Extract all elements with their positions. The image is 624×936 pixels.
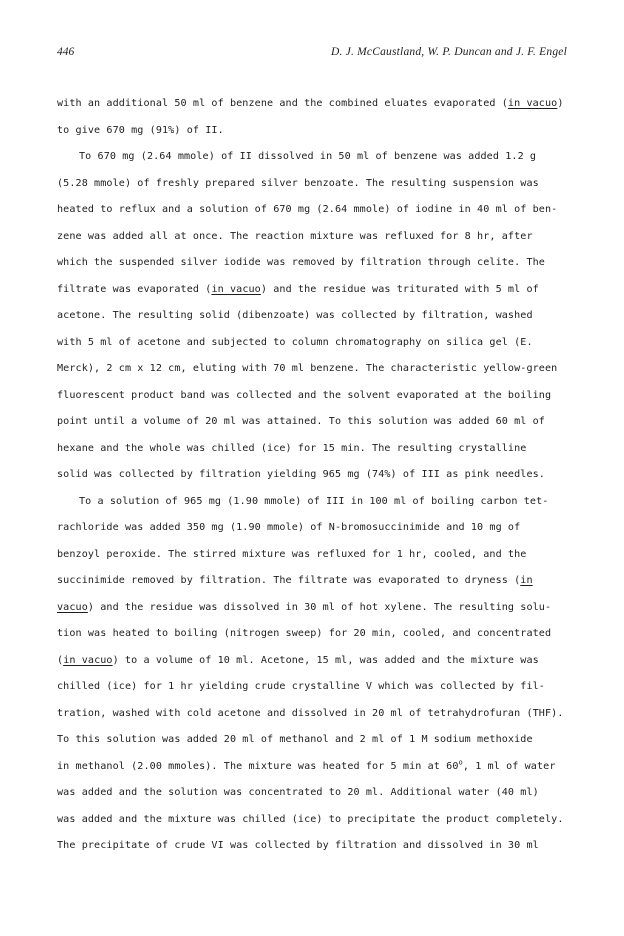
text-line [57,118,567,145]
text-line-content [57,542,526,569]
text-line [57,91,567,118]
text-segment: was added and the solution was concentrated to 20 ml. Additional water (40 ml) [57,787,539,798]
text-line [57,409,567,436]
text-segment: acetone. The resulting solid (dibenzoate) was collected by filtration, washed [57,310,533,321]
text-segment: ) and the residue was triturated with 5 ml of [260,283,539,295]
text-line [57,197,567,224]
text-line-content [57,462,545,489]
italic-term: in [520,575,533,586]
text-line-content [57,436,526,463]
text-segment: with 5 ml of acetone and subjected to column chromatography on silica gel (E. [57,336,533,348]
text-segment: filtrate was evaporated ( [57,283,212,295]
text-line [57,144,567,171]
degree-superscript: o [458,758,463,767]
text-line [57,356,567,383]
text-line-content [57,621,551,648]
text-line [57,462,567,489]
text-segment: tion was heated to boiling (nitrogen sweep) for 20 min, cooled, and concentrated [57,628,552,639]
text-segment: , 1 ml of water [462,760,556,772]
text-segment: tration, washed with cold acetone and dissolved in 20 ml of tetrahydrofuran (THF). [57,707,564,719]
text-segment: ) and the residue was dissolved in 30 ml of hot xylene. The resulting solu- [87,601,552,613]
text-line [57,833,567,860]
text-segment: benzoyl peroxide. The stirred mixture was refluxed for 1 hr, cooled, and the [57,548,527,560]
text-line-content [57,833,539,860]
text-segment: with an additional 50 ml of benzene and the combined eluates evaporated ( [57,98,508,109]
text-line-content [57,356,557,383]
text-line [57,224,567,251]
text-segment: ( [57,654,64,666]
text-line-content [57,330,533,357]
text-line-content [57,197,557,224]
text-segment: ) to a volume of 10 ml. Acetone, 15 ml, was added and the mixture was [112,654,539,666]
text-segment: Merck), 2 cm x 12 cm, eluting with 70 ml benzene. The characteristic yellow-green [57,363,558,374]
text-line-content [57,409,545,436]
text-line [57,277,567,304]
text-line [57,754,567,781]
text-line-content [57,250,545,277]
text-line [57,171,567,198]
body-text [57,91,567,860]
text-line [57,648,567,675]
text-segment: was added and the mixture was chilled (ice) to precipitate the product completely. [57,813,564,825]
text-segment: To 670 mg (2.64 mmole) of II dissolved in 50 ml of benzene was added 1.2 g [79,151,537,162]
text-segment: solid was collected by filtration yielding 965 mg (74%) of III as pink needles. [57,469,545,480]
text-line [57,621,567,648]
text-line-content [57,303,533,330]
text-line [57,727,567,754]
text-line-content [57,568,533,595]
text-segment: to give 670 mg (91%) of II. [57,124,224,136]
text-line [57,780,567,807]
text-line [57,250,567,277]
text-segment: rachloride was added 350 mg (1.90 mmole) of N-bromosuccinimide and 10 mg of [57,522,521,533]
text-segment: To this solution was added 20 ml of methanol and 2 ml of 1 M sodium methoxide [57,734,533,745]
italic-term: in vacuo [507,98,558,109]
text-line-content [57,171,539,198]
text-line-content [57,780,539,807]
text-segment: (5.28 mmole) of freshly prepared silver benzoate. The resulting suspension was [57,177,539,189]
text-line-content [57,595,551,622]
text-line [57,489,567,516]
italic-term: in vacuo [63,654,113,666]
text-line [57,436,567,463]
text-segment: To a solution of 965 mg (1.90 mmole) of III in 100 ml of boiling carbon tet- [79,495,549,507]
text-line-content [57,648,539,675]
text-line-content [57,118,224,145]
text-line-content [57,807,564,834]
text-line [57,807,567,834]
text-line-content [57,383,551,410]
text-line-content [57,701,564,728]
page-number: 446 [57,46,75,58]
text-line-content [79,489,548,516]
text-segment: hexane and the whole was chilled (ice) for 15 min. The resulting crystalline [57,442,527,454]
text-segment: heated to reflux and a solution of 670 mg (2.64 mmole) of iodine in 40 ml of ben- [57,204,558,215]
running-head: D. J. McCaustland, W. P. Duncan and J. F. Engel [331,46,567,58]
text-line [57,595,567,622]
text-line [57,542,567,569]
text-segment: ) [557,98,564,109]
text-line-content [57,727,533,754]
page-header [57,46,567,64]
text-line-content [57,515,520,542]
text-segment: The precipitate of crude VI was collected by filtration and dissolved in 30 ml [57,840,539,851]
text-segment: fluorescent product band was collected and the solvent evaporated at the boiling [57,389,552,401]
text-segment: zene was added all at once. The reaction mixture was refluxed for 8 hr, after [57,230,533,242]
italic-term: in vacuo [211,283,261,295]
text-segment: chilled (ice) for 1 hr yielding crude crystalline V which was collected by fil- [57,681,545,692]
text-segment: succinimide removed by filtration. The filtrate was evaporated to dryness ( [57,575,521,586]
text-segment: which the suspended silver iodide was removed by filtration through celite. The [57,257,545,268]
italic-term: vacuo [57,601,88,613]
text-line [57,674,567,701]
text-line-content [57,674,545,701]
text-line [57,383,567,410]
text-line [57,303,567,330]
text-line [57,701,567,728]
text-line-content [57,754,556,781]
text-line [57,515,567,542]
text-line-content [79,144,536,171]
text-line-content [57,277,539,304]
text-line-content [57,224,533,251]
text-line [57,330,567,357]
text-segment: in methanol (2.00 mmoles). The mixture was heated for 5 min at 60 [57,760,459,772]
text-line-content [57,91,564,118]
text-line [57,568,567,595]
text-segment: point until a volume of 20 ml was attained. To this solution was added 60 ml of [57,416,545,427]
